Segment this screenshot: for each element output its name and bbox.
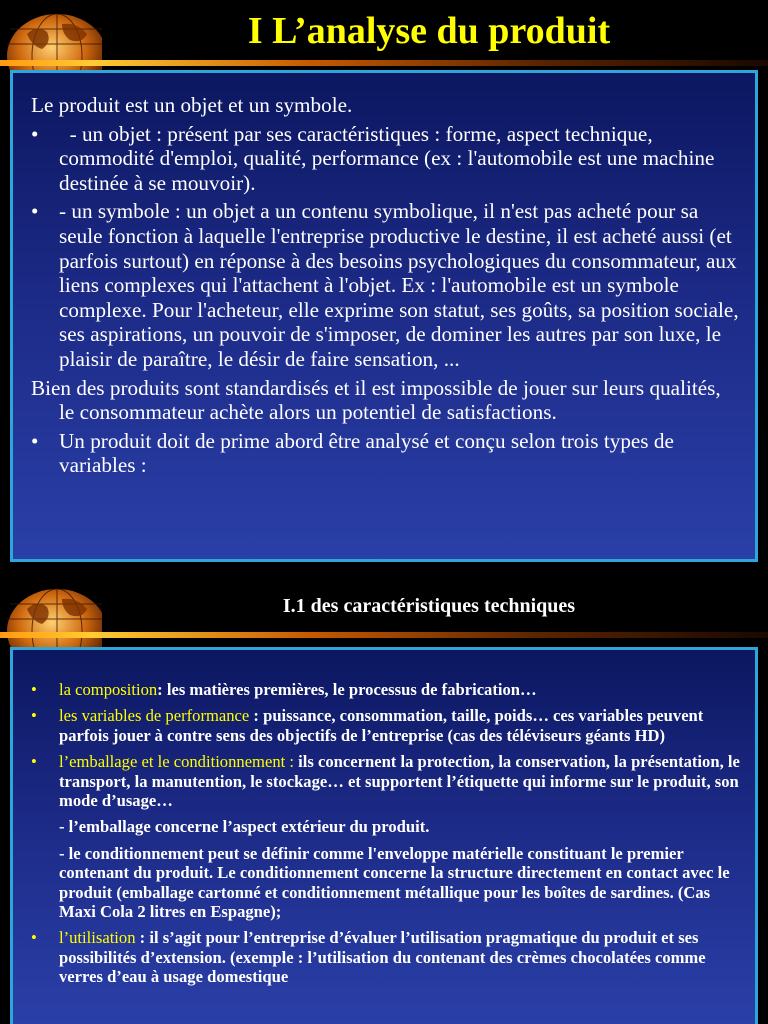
slide-body [31,680,741,987]
slide-body [31,93,741,478]
sub-item: - l’emballage concerne l’aspect extérieur du produit. [59,817,430,837]
highlight-term: les variables de performance [59,706,254,726]
bullet-item: • l’utilisation : il s’agit pour l’entreprise d’évaluer l’utilisation pragmatique du produit et ses possibilités d’extension. (exemple : l’utilisation du contenant des crèmes chocolatées comme verres d’eau à usage domestique [31,928,706,987]
bullet-icon: • [31,121,39,146]
bullet-icon: • [31,680,37,699]
highlight-term: l’utilisation [59,928,140,948]
bullet-item: • Un produit doit de prime abord être analysé et conçu selon trois types de variables : [31,428,674,478]
sub-item: - le conditionnement peut se définir comme l'enveloppe matérielle constituant le premier contenant du produit. Le conditionnement concerne la structure directement en contact avec le produit (emballage cartonné et conditionnement métallique pour les boîtes de sardines. (Cas Maxi Cola 2 litres en Espagne); [59,843,730,922]
bullet-item: • - un symbole : un objet a un contenu symbolique, il n'est pas acheté pour sa seule fonction à laquelle l'entreprise productive le destine, il est acheté aussi (et parfois surtout) en réponse à des besoins psychologiques du consommateur, aux liens complexes qui l'attachent à l'objet. Ex : l'automobile est un symbole complexe. Pour l'acheteur, elle exprime son statut, ses goûts, sa position sociale, ses aspirations, un pouvoir de s'imposer, de dominer les autres par son luxe, le plaisir de paraître, le désir de faire sensation, ... [31,199,739,371]
globe-logo-icon [2,579,102,649]
slide-title: I.1 des caractéristiques techniques [282,595,576,617]
slide-2 [0,575,768,1024]
bullet-icon: • [31,199,39,224]
paragraph: Le produit est un objet et un symbole. [31,93,353,117]
bullet-icon: • [31,706,37,726]
bullet-icon: • [31,928,37,948]
bullet-item: • - un objet : présent par ses caractéristiques : forme, aspect technique, commodité d'emploi, qualité, performance (ex : l'automobile est une machine destinée à se mouvoir). [31,121,720,195]
highlight-term: l’emballage et le conditionnement : [59,752,299,772]
bullet-icon: • [31,752,37,772]
highlight-term: la composition [59,680,158,699]
bullet-icon: • [31,428,39,453]
slide-title: I L’analyse du produit [247,10,611,52]
paragraph: Bien des produits sont standardisés et il est impossible de jouer sur leurs qualités, le consommateur achète alors un potentiel de satisfactions. [31,375,721,425]
title-underline-bar [0,60,768,66]
title-underline-bar [0,632,768,638]
bullet-item: • les variables de performance : puissance, consommation, taille, poids… ces variables peuvent parfois jouer à contre sens des objectifs de l’entreprise (cas des téléviseurs géants HD) [31,706,704,745]
content-panel [10,70,758,562]
bullet-item: • la composition: les matières premières, le processus de fabrication… [31,680,537,699]
bullet-item: • l’emballage et le conditionnement : ils concernent la protection, la conservation, la présentation, le transport, la manutention, le stockage… et supportent l’étiquette qui informe sur le produit, son mode d’usage… [31,752,740,811]
content-panel [10,647,758,1024]
